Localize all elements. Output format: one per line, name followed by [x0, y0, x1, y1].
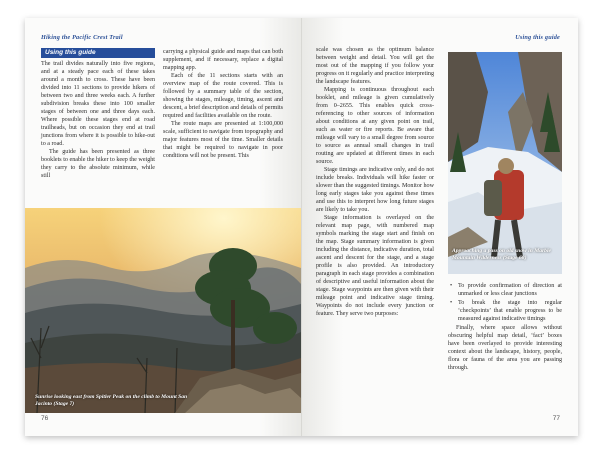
left-page [25, 18, 302, 436]
photo-caption: Sunrise looking east from Spitler Peak on the climb to Mount San Jacinto (Stage 7) [35, 394, 188, 407]
left-column-1 [41, 48, 155, 180]
bullet-list [448, 282, 562, 323]
running-head-left: Hiking the Pacific Crest Trail [41, 34, 123, 41]
paragraph: Finally, where space allows without obscuring helpful map detail, ‘fact’ boxes have been overlayed to provide interesting context about the landscape, history, people, flora or fauna of the area you are passing through. [448, 325, 562, 371]
photo-caption: Approaching a pass on old snow in Marble Mountain Wilderness (Stage 68) [452, 248, 552, 261]
page-number: 76 [41, 415, 49, 422]
paragraph: Stage information is overlayed on the relevant map page, with numbered map symbols marking the stage start and finish on the map. Stage summary information is given including the distance, indicative duration, total ascent and descent for the stage, and a stage profile is also provided. An introductory paragraph in each stage provides a combination of descriptive and useful information about the stage. Stage waypoints are then given with their mileage point and indicative stage timing. Waypoints do not include every junction or feature. They serve two purposes: [316, 215, 434, 317]
snow-pass-photo [448, 52, 562, 274]
section-heading: Using this guide [41, 48, 155, 58]
paragraph: The route maps are presented at 1:100,000 scale, sufficient to navigate from topography and major features most of the time. Smaller details that might be required to navigate in poor conditions will not be present. This [163, 121, 283, 159]
list-item: • To break the stage into regular ‘checkpoints’ that enable progress to be measured against indicative timings [458, 299, 562, 323]
paragraph: The guide has been presented as three booklets to enable the hiker to keep the weight they carry to the absolute minimum, while still [41, 149, 155, 179]
book-spread [25, 18, 578, 436]
page-number: 77 [552, 415, 560, 422]
paragraph: The trail divides naturally into five regions, and at a steady pace each of these takes around a month to cross. These have been divided into 11 sections to provide hikers of between two and three weeks each. A further subdivision breaks these into 100 smaller stages of between one and three days each. Where possible these stages end at road trailheads, but on occasion they end at trail junctions from where it is possible to hike-out to a road. [41, 61, 155, 147]
sunrise-photo [25, 208, 301, 413]
paragraph: carrying a physical guide and maps that can both supplement, and if necessary, replace a digital mapping app. [163, 49, 283, 71]
paragraph: Mapping is continuous throughout each booklet, and mileage is given cumulatively from 0–2655. This enables quick cross-referencing to other sources of information about conditions at any given point on trail, such as water or fire reports. Be aware that mileage will vary to a small degree from source to source as annual small changes in trail routing are updated at different times in each source. [316, 87, 434, 165]
running-head-right: Using this guide [515, 34, 560, 41]
list-item: • To provide confirmation of direction at unmarked or less clear junctions [458, 282, 562, 298]
right-column-1 [316, 46, 434, 318]
paragraph: Each of the 11 sections starts with an overview map of the route covered. This is followed by a summary table of the section, showing the stages, mileage, timing, ascent and descent, a brief description and details of permits required and facilities available on the route. [163, 73, 283, 119]
right-column-2 [448, 280, 562, 372]
paragraph: Stage timings are indicative only, and do not include breaks. Individuals will hike faster or slower than the suggested timings. Monitor how long early stages take you against these times and use this to interpret how long future stages are likely to take you. [316, 167, 434, 213]
left-column-2 [163, 48, 283, 160]
paragraph: scale was chosen as the optimum balance between weight and detail. You will get the most out of the mapping if you follow your progress on it regularly and practice interpreting the landscape features. [316, 47, 434, 85]
right-page [302, 18, 578, 436]
